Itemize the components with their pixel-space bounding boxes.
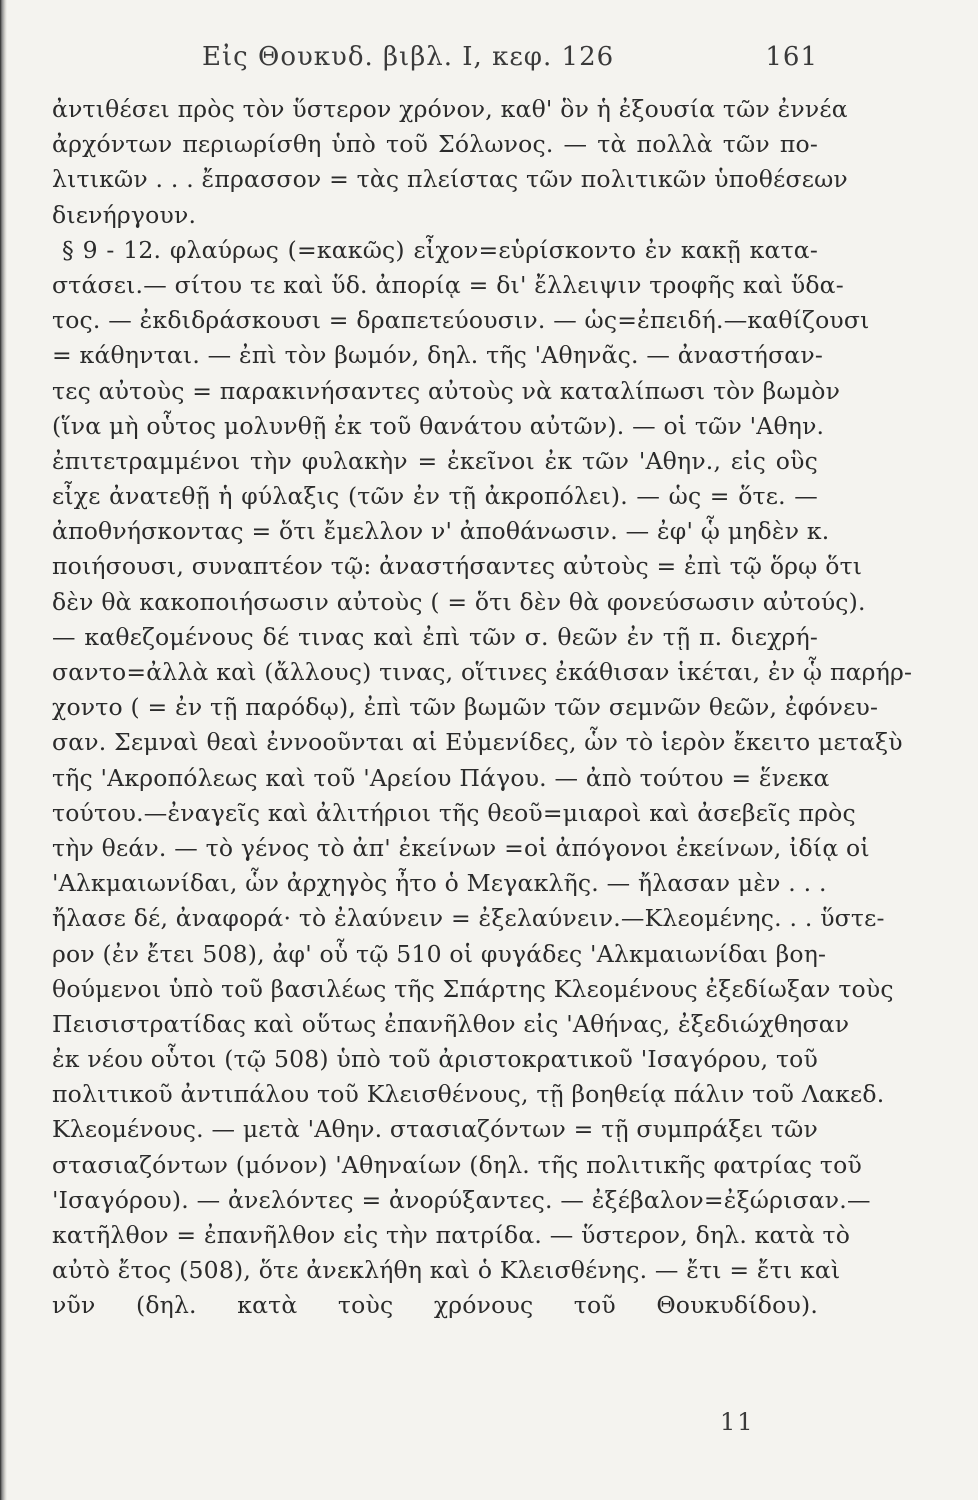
- page-number: 161: [765, 42, 818, 72]
- text-line: ἐκ νέου οὗτοι (τῷ 508) ὑπὸ τοῦ ἀριστοκρατικοῦ 'Ισαγόρου, τοῦ: [52, 1045, 818, 1074]
- text-line: = κάθηνται. — ἐπὶ τὸν βωμόν, δηλ. τῆς 'Αθηνᾶς. — ἀναστήσαν-: [52, 341, 824, 370]
- text-line: τος. — ἐκδιδράσκουσι = δραπετεύουσιν. — ὡς=ἐπειδή.—καθίζουσι: [52, 306, 870, 335]
- text-line: δὲν θὰ κακοποιήσωσιν αὐτοὺς ( = ὅτι δὲν θὰ φονεύσωσιν αὐτούς).: [52, 587, 866, 616]
- text-line: 'Ισαγόρου). — ἀνελόντες = ἀνορύξαντες. — ἐξέβαλον=ἐξώρισαν.—: [52, 1185, 871, 1214]
- text-line: τούτου.—ἐναγεῖς καὶ ἀλιτήριοι τῆς θεοῦ=μιαροὶ καὶ ἀσεβεῖς πρὸς: [52, 798, 856, 827]
- text-line: Πεισιστρατίδας καὶ οὕτως ἐπανῆλθον εἰς 'Αθήνας, ἐξεδιώχθησαν: [52, 1009, 850, 1038]
- text-line: ἀντιθέσει πρὸς τὸν ὕστερον χρόνον, καθ' ὃν ἡ ἐξουσία τῶν ἐννέα: [52, 95, 848, 123]
- running-title: Εἰς Θουκυδ. βιβλ. Ι, κεφ. 126: [202, 42, 615, 72]
- text-line: 'Αλκμαιωνίδαι, ὧν ἀρχηγὸς ἦτο ὁ Μεγακλῆς. — ἤλασαν μὲν . . .: [52, 869, 827, 898]
- text-line: αὐτὸ ἔτος (508), ὅτε ἀνεκλήθη καὶ ὁ Κλεισθένης. — ἔτι = ἔτι καὶ: [52, 1256, 841, 1285]
- text-line: ἐπιτετραμμένοι τὴν φυλακὴν = ἐκεῖνοι ἐκ τῶν 'Αθην., εἰς οὓς: [52, 446, 818, 475]
- text-line: εἶχε ἀνατεθῇ ἡ φύλαξις (τῶν ἐν τῇ ἀκροπόλει). — ὡς = ὅτε. —: [52, 482, 818, 511]
- signature-mark: 11: [720, 1408, 755, 1436]
- text-line: τες αὐτοὺς = παρακινήσαντες αὐτοὺς νὰ καταλίπωσι τὸν βωμὸν: [52, 376, 841, 405]
- text-line: πολιτικοῦ ἀντιπάλου τοῦ Κλεισθένους, τῇ βοηθείᾳ πάλιν τοῦ Λακεδ.: [52, 1080, 885, 1109]
- page-header: [52, 40, 818, 92]
- text-line: Κλεομένους. — μετὰ 'Αθην. στασιαζόντων = τῇ συμπράξει τῶν: [52, 1115, 818, 1144]
- text-line: σαντο=ἀλλὰ καὶ (ἄλλους) τινας, οἵτινες ἐκάθισαν ἱκέται, ἐν ᾧ παρήρ-: [52, 658, 913, 686]
- text-line: § 9 - 12. φλαύρως (=κακῶς) εἶχον=εὑρίσκοντο ἐν κακῇ κατα-: [62, 235, 818, 264]
- text-line: τὴν θεάν. — τὸ γένος τὸ ἀπ' ἐκείνων =οἱ ἀπόγονοι ἐκείνων, ἰδίᾳ οἱ: [52, 833, 870, 862]
- text-line: (ἵνα μὴ οὗτος μολυνθῇ ἐκ τοῦ θανάτου αὐτῶν). — οἱ τῶν 'Αθην.: [52, 411, 825, 440]
- text-line: χοντο ( = ἐν τῇ παρόδῳ), ἐπὶ τῶν βωμῶν τῶν σεμνῶν θεῶν, ἐφόνευ-: [52, 693, 879, 722]
- text-line: στάσει.— σίτου τε καὶ ὕδ. ἀπορίᾳ = δι' ἔλλειψιν τροφῆς καὶ ὕδα-: [52, 270, 844, 299]
- text-line: ἀποθνήσκοντας = ὅτι ἔμελλον ν' ἀποθάνωσιν. — ἐφ' ᾧ μηδὲν κ.: [52, 517, 830, 546]
- text-line: ἤλασε δέ, ἀναφορά· τὸ ἐλαύνειν = ἐξελαύνειν.—Κλεομένης. . . ὕστε-: [52, 904, 885, 933]
- text-line: κατῆλθον = ἐπανῆλθον εἰς τὴν πατρίδα. — ὕστερον, δηλ. κατὰ τὸ: [52, 1221, 851, 1249]
- text-line: ἀρχόντων περιωρίσθη ὑπὸ τοῦ Σόλωνος. — τὰ πολλὰ τῶν πο-: [52, 130, 818, 159]
- text-line: ρον (ἐν ἔτει 508), ἀφ' οὗ τῷ 510 οἱ φυγάδες 'Αλκμαιωνίδαι βοη-: [52, 939, 827, 968]
- page-binding-edge: [0, 0, 7, 1500]
- text-line: διενήργουν.: [52, 200, 197, 229]
- text-line: τῆς 'Ακροπόλεως καὶ τοῦ 'Αρείου Πάγου. — ἀπὸ τούτου = ἕνεκα: [52, 763, 830, 792]
- text-line: — καθεζομένους δέ τινας καὶ ἐπὶ τῶν σ. θεῶν ἐν τῇ π. διεχρή-: [52, 622, 818, 651]
- text-line: θούμενοι ὑπὸ τοῦ βασιλέως τῆς Σπάρτης Κλεομένους ἐξεδίωξαν τοὺς: [52, 974, 894, 1003]
- commentary-text: [52, 92, 913, 1359]
- text-line: [52, 1324, 818, 1359]
- text-line: λιτικῶν . . . ἔπρασσον = τὰς πλείστας τῶν πολιτικῶν ὑποθέσεων: [52, 165, 848, 194]
- text-line: νῦν (δηλ. κατὰ τοὺς χρόνους τοῦ Θουκυδίδου).: [52, 1291, 818, 1320]
- text-line: ποιήσουσι, συναπτέον τῷ: ἀναστήσαντες αὐτοὺς = ἐπὶ τῷ ὅρῳ ὅτι: [52, 552, 863, 581]
- text-line: σαν. Σεμναὶ θεαὶ ἐννοοῦνται αἱ Εὐμενίδες, ὧν τὸ ἱερὸν ἔκειτο μεταξὺ: [52, 728, 903, 757]
- book-page: [52, 40, 913, 1359]
- text-line: στασιαζόντων (μόνον) 'Αθηναίων (δηλ. τῆς πολιτικῆς φατρίας τοῦ: [52, 1150, 862, 1179]
